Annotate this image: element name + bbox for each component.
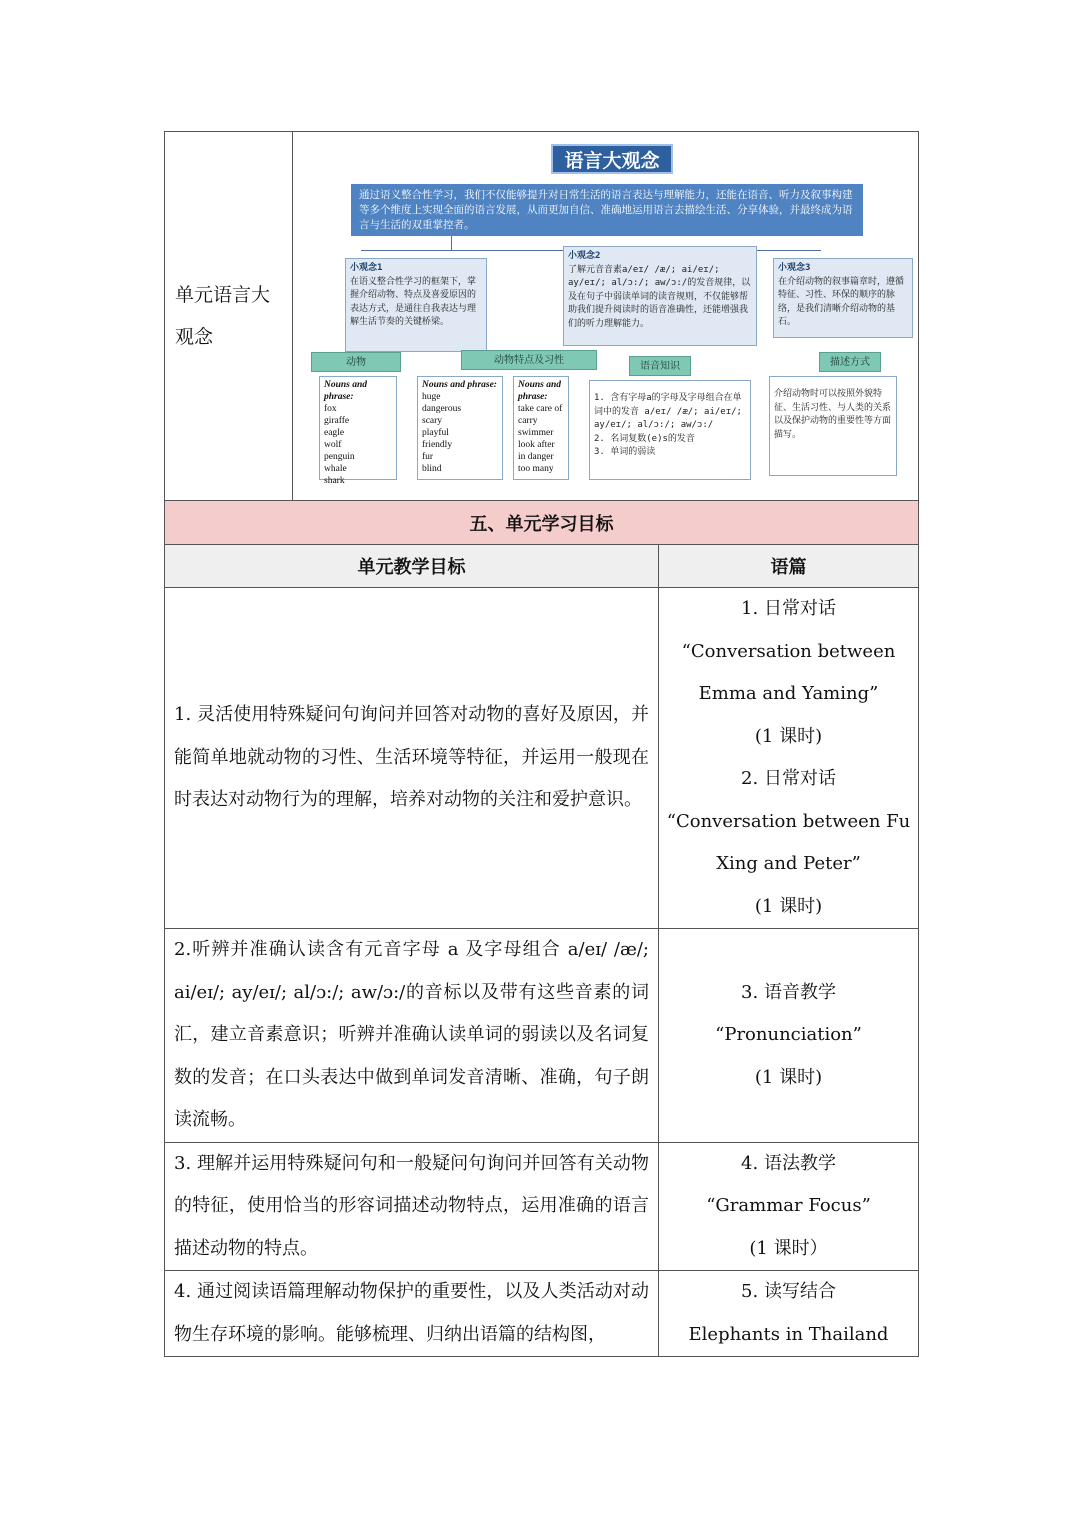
- sub-idea-2: [563, 246, 757, 346]
- big-idea-diagram-cell: [293, 132, 919, 501]
- sub-idea-1-text: 在语义整合性学习的框架下，掌握介绍动物、特点及喜爱原因的表达方式，是通往自我表达与理解生活节奏的关键桥梁。: [350, 276, 477, 327]
- list-item: in danger: [518, 452, 554, 462]
- description-method-text: 介绍动物时可以按照外貌特征、生活习性、与人类的关系以及保护动物的重要性等方面描写。: [774, 389, 892, 440]
- list-item: eagle: [324, 428, 345, 438]
- word-list-habits: [513, 376, 569, 480]
- text-line: “Grammar Focus”: [706, 1195, 871, 1216]
- sub-idea-2-heading: 小观念2: [568, 251, 601, 261]
- section-title: 五、单元学习目标: [165, 501, 919, 545]
- text-line: (1 课时): [754, 1066, 823, 1088]
- word-list-animals: [319, 376, 397, 486]
- text-line: 5. 读写结合: [741, 1281, 836, 1302]
- list-item: swimmer: [518, 428, 554, 438]
- text-line: 1. 日常对话: [741, 598, 836, 619]
- unit-plan-table: [164, 131, 919, 1357]
- goal-cell: 3. 理解并运用特殊疑问句和一般疑问句询问并回答有关动物的特征，使用恰当的形容词描述动物特点，运用准确的语言描述动物的特点。: [165, 1142, 659, 1271]
- list-item: huge: [422, 392, 441, 402]
- text-line: (1 课时): [754, 895, 823, 917]
- table-row: [165, 1142, 919, 1271]
- diagram-title: 语言大观念: [551, 144, 673, 174]
- text-line: “Conversation between Fu Xing and Peter”: [666, 810, 911, 874]
- sub-idea-1-heading: 小观念1: [350, 263, 383, 273]
- diagram-intro: 通过语义整合性学习，我们不仅能够提升对日常生活的语言表达与理解能力，还能在语音、听力及叙事构建等多个维度上实现全面的语言发展，从而更加自信、准确地运用语言去描绘生活、分享体验，并最终成为语言与生活的双重掌控者。: [351, 184, 863, 236]
- list-item: look after: [518, 440, 555, 450]
- list-item: giraffe: [324, 416, 350, 426]
- list-item: scary: [422, 416, 443, 426]
- word-list-features: [417, 376, 503, 480]
- phonics-knowledge-box: [589, 380, 751, 480]
- list-item: dangerous: [422, 404, 462, 414]
- text-cell: [659, 1142, 919, 1271]
- text-cell: [659, 929, 919, 1143]
- sub-idea-3-text: 在介绍动物的叙事篇章时，遵循特征、习性、环保的顺序的脉络，是我们清晰介绍动物的基石。: [778, 276, 905, 327]
- list-item: take care of: [518, 404, 563, 414]
- goal-cell: 4. 通过阅读语篇理解动物保护的重要性，以及人类活动对动物生存环境的影响。能够梳理、归纳出语篇的结构图，: [165, 1271, 659, 1357]
- list-item: fur: [422, 452, 434, 462]
- sub-idea-2-text: 了解元音音素a/eɪ/ /æ/; ai/eɪ/; ay/eɪ/; al/ɔ:/; aw/ɔ:/的发音规律，以及在句子中弱读单词的读音规则，不仅能够帮助我们提升阅读时的语音准确性，还能增强我们的听力理解能力。: [568, 264, 751, 329]
- list-item: playful: [422, 428, 449, 438]
- table-row: [165, 588, 919, 929]
- list-item: too many: [518, 464, 554, 474]
- big-idea-row: [165, 132, 919, 501]
- text-line: “Pronunciation”: [715, 1024, 862, 1045]
- list-item: fox: [324, 404, 337, 414]
- phonics-point: 3. 单词的弱读: [594, 447, 656, 457]
- word-list-header: Nouns and phrase:: [324, 380, 368, 402]
- goal-cell: 2.听辨并准确认读含有元音字母 a 及字母组合 a/eɪ/ /æ/; ai/eɪ/; ay/eɪ/; al/ɔ:/; aw/ɔ:/的音标以及带有这些音素的词汇，建立音素意识；听辨并准确认读单词的弱读以及名词复数的发音；在口头表达中做到单词发音清晰、准确，句子朗读流畅。: [165, 929, 659, 1143]
- phonics-point: 2. 名词复数(e)s的发音: [594, 433, 695, 444]
- connector-line: [451, 236, 452, 250]
- list-item: blind: [422, 464, 442, 474]
- header-teaching-goal: 单元教学目标: [165, 545, 659, 588]
- sub-idea-3-heading: 小观念3: [778, 263, 811, 273]
- text-cell: [659, 588, 919, 929]
- list-item: shark: [324, 476, 345, 486]
- sub-idea-1: [345, 258, 487, 352]
- text-cell: [659, 1271, 919, 1357]
- tag-animal-features: 动物特点及习性: [461, 350, 597, 370]
- table-row: [165, 1271, 919, 1357]
- header-text: 语篇: [659, 545, 919, 588]
- text-line: 3. 语音教学: [741, 981, 836, 1003]
- list-item: friendly: [422, 440, 453, 450]
- sub-idea-3: [773, 258, 913, 338]
- word-list-header: Nouns and phrase:: [518, 380, 562, 402]
- table-row: [165, 929, 919, 1143]
- text-line: (1 课时): [754, 725, 823, 747]
- text-line: 2. 日常对话: [741, 768, 836, 789]
- tag-phonics: 语音知识: [629, 356, 691, 376]
- text-line: (1 课时）: [749, 1237, 828, 1259]
- language-big-idea-diagram: [301, 140, 909, 492]
- list-item: penguin: [324, 452, 355, 462]
- text-line: “Conversation between Emma and Yaming”: [681, 640, 896, 704]
- list-item: carry: [518, 416, 538, 426]
- list-item: whale: [324, 464, 347, 474]
- text-line: Elephants in Thailand: [688, 1323, 889, 1345]
- word-list-header: Nouns and phrase:: [422, 380, 497, 390]
- list-item: wolf: [324, 440, 342, 450]
- description-method-box: [769, 376, 897, 476]
- text-line: 4. 语法教学: [741, 1152, 836, 1174]
- big-idea-label: 单元语言大观念: [165, 132, 293, 501]
- tag-description: 描述方式: [819, 352, 881, 372]
- goal-cell: 1. 灵活使用特殊疑问句询问并回答对动物的喜好及原因，并能简单地就动物的习性、生活环境等特征，并运用一般现在时表达对动物行为的理解，培养对动物的关注和爱护意识。: [165, 588, 659, 929]
- phonics-point: 1. 含有字母a的字母及字母组合在单词中的发音 a/eɪ/ /æ/; ai/eɪ/; ay/eɪ/; al/ɔ:/; aw/ɔ:/: [594, 393, 742, 430]
- tag-animals: 动物: [311, 352, 401, 372]
